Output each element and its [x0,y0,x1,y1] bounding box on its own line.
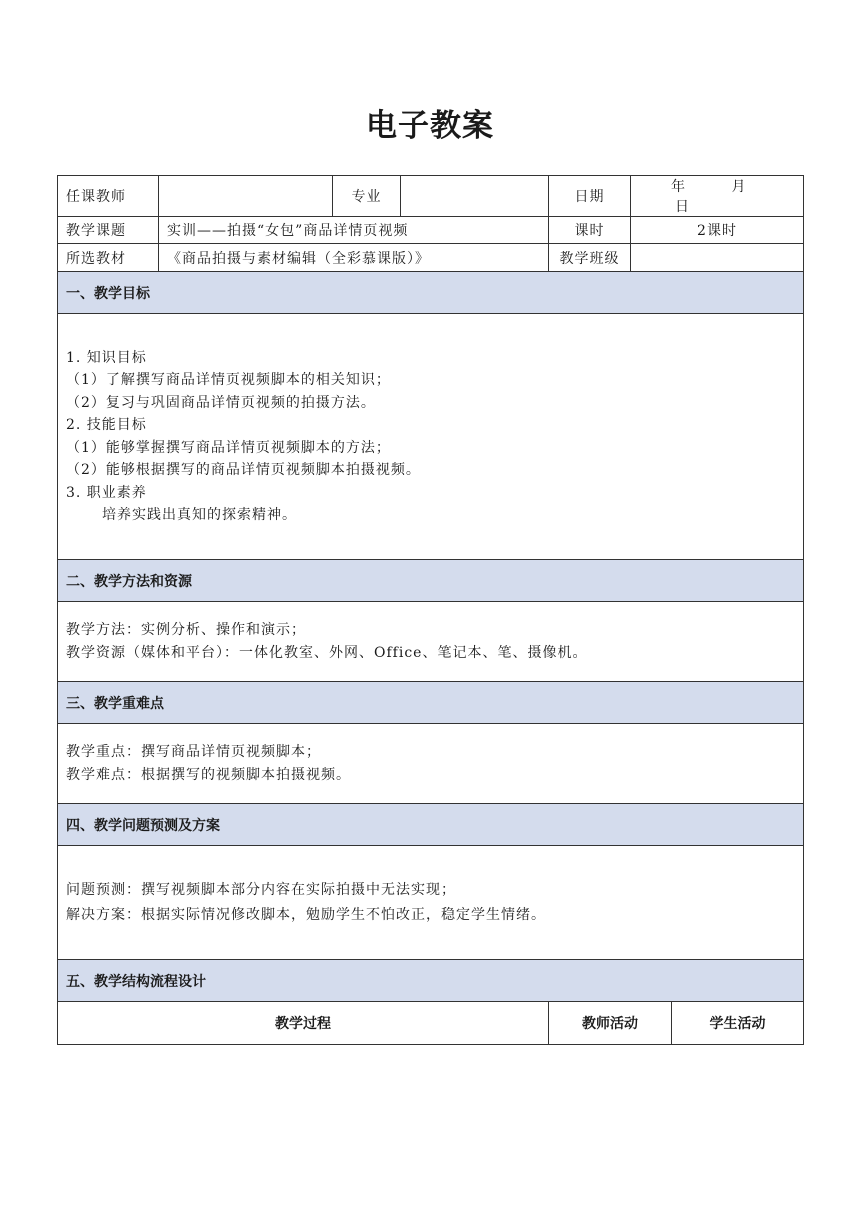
section-header-keypoints [58,682,804,724]
problems-line: 问题预测：撰写视频脚本部分内容在实际拍摄中无法实现； [66,881,456,898]
date-day: 日 [675,199,689,215]
section-body-keypoints [58,724,804,804]
keypoints-line: 教学难点：根据撰写的视频脚本拍摄视频。 [66,766,351,783]
teacher-label: 任课教师 [58,176,159,217]
problems-line: 解决方案：根据实际情况修改脚本，勉励学生不怕改正，稳定学生情绪。 [66,906,546,923]
page-title: 电子教案 [366,108,494,144]
topic-label: 教学课题 [58,217,159,244]
hours-label: 课时 [549,217,631,244]
keypoints-content [58,724,804,804]
textbook-value: 《商品拍摄与素材编辑（全彩慕课版）》 [159,244,549,272]
keypoints-line: 教学重点：撰写商品详情页视频脚本； [66,744,321,760]
topic-value: 实训——拍摄“女包”商品详情页视频 [159,217,549,244]
objectives-content [58,314,804,560]
objectives-line: （1）能够掌握撰写商品详情页视频脚本的方法； [66,439,391,456]
objectives-line: 1. 知识目标 [66,349,147,366]
objectives-line: 培养实践出真知的探索精神。 [102,507,297,523]
section-title-methods: 二、教学方法和资源 [58,560,804,602]
section-title-problems: 四、教学问题预测及方案 [58,804,804,846]
objectives-line: （2）能够根据撰写的商品详情页视频脚本拍摄视频。 [66,462,421,478]
major-label: 专业 [333,176,401,217]
class-value [631,244,804,272]
section-header-flow [58,960,804,1002]
methods-line: 教学方法：实例分析、操作和演示； [66,622,306,638]
teacher-value [159,176,333,217]
flow-header-row [58,1002,804,1045]
section-body-problems [58,846,804,960]
section-header-objectives [58,272,804,314]
section-title-objectives: 一、教学目标 [58,272,804,314]
info-row-3 [58,244,804,272]
objectives-line: （1）了解撰写商品详情页视频脚本的相关知识； [66,372,391,388]
methods-line: 教学资源（媒体和平台）：一体化教室、外网、Office、笔记本、笔、摄像机。 [66,644,588,661]
objectives-line: 3. 职业素养 [66,484,147,501]
section-header-problems [58,804,804,846]
major-value [401,176,549,217]
section-title-flow: 五、教学结构流程设计 [58,960,804,1002]
date-month: 月 [731,179,746,195]
section-title-keypoints: 三、教学重难点 [58,682,804,724]
problems-content [58,846,804,960]
flow-col-student: 学生活动 [672,1002,804,1045]
section-body-methods [58,602,804,682]
methods-content [58,602,804,682]
class-label: 教学班级 [549,244,631,272]
info-row-1 [58,176,804,217]
section-header-methods [58,560,804,602]
flow-col-process: 教学过程 [58,1002,549,1045]
hours-value: 2课时 [631,217,804,244]
flow-col-teacher: 教师活动 [549,1002,672,1045]
objectives-line: （2）复习与巩固商品详情页视频的拍摄方法。 [66,394,376,411]
date-value [631,176,804,217]
date-label: 日期 [549,176,631,217]
textbook-label: 所选教材 [58,244,159,272]
lesson-plan-table [57,175,804,1045]
objectives-line: 2. 技能目标 [66,417,147,433]
section-body-objectives [58,314,804,560]
date-year: 年 [671,179,685,195]
info-row-2 [58,217,804,244]
